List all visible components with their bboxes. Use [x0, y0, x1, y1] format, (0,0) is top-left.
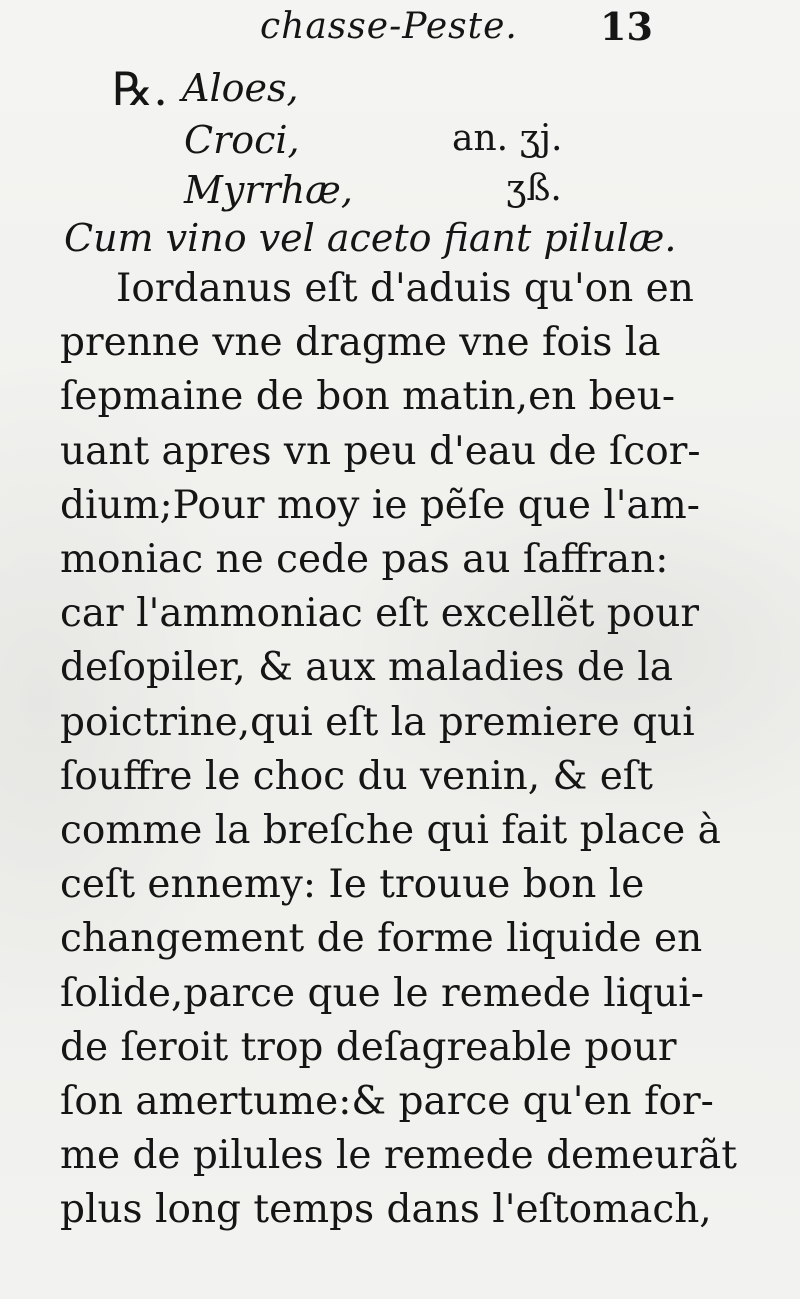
ingredient-croci: Croci,	[184, 118, 300, 162]
text-line: de ſeroit trop deſagreable pour	[60, 1024, 677, 1070]
ingredient-croci-quantity: an. ʒj.	[452, 118, 563, 159]
text-line: Iordanus eſt d'aduis qu'on en	[116, 266, 694, 311]
text-line: ſouffre le choc du venin, & eſt	[60, 753, 653, 799]
text-line: poictrine,qui eſt la premiere qui	[60, 699, 695, 745]
page-number: 13	[600, 4, 653, 49]
text-line: ſon amertume:& parce qu'en for-	[60, 1079, 714, 1125]
text-line: uant apres vn peu d'eau de ſcor-	[60, 428, 701, 474]
ingredient-aloes: Aloes,	[182, 66, 299, 110]
text-line: changement de forme liquide en	[60, 916, 703, 962]
ingredient-myrrhae-quantity: ʒß.	[506, 168, 562, 209]
running-title: chasse-Peste.	[260, 6, 518, 47]
text-line: plus long temps dans l'eſtomach,	[60, 1187, 712, 1233]
text-line: car l'ammoniac eſt excellẽt pour	[60, 591, 699, 637]
ingredient-myrrhae: Myrrhæ,	[184, 168, 353, 212]
text-line: me de pilules le remede demeurãt	[60, 1133, 737, 1179]
text-line: dium;Pour moy ie pẽſe que l'am-	[60, 482, 700, 528]
text-line: comme la breſche qui fait place à	[60, 808, 721, 854]
text-line: ſepmaine de bon matin,en beu-	[60, 374, 676, 420]
text-line: ſolide,parce que le remede liqui-	[60, 970, 704, 1016]
text-line: prenne vne dragme vne fois la	[60, 320, 661, 366]
recipe-symbol: ℞.	[112, 62, 168, 116]
text-line: ceſt ennemy: Ie trouue bon le	[60, 862, 645, 908]
recipe-instruction: Cum vino vel aceto fiant pilulæ.	[64, 216, 677, 260]
body-paragraph	[60, 262, 737, 1238]
text-line: deſopiler, & aux maladies de la	[60, 645, 674, 691]
text-line: moniac ne cede pas au ſaffran:	[60, 537, 669, 583]
